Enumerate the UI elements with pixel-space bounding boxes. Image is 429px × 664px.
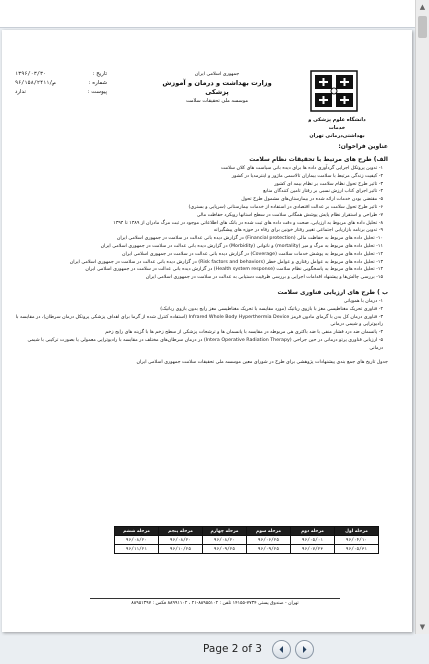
schedule-note: جدول تاریخ های جمع بندی پیشنهادات پژوهشی برای طرح در شورای معین موسسه ملی تحقیقات سلامت جمهوری اسلامی ایران: [136, 359, 388, 365]
subject-heading: عناوین فراخوان:: [338, 143, 388, 150]
list-item: ۲- فناوری تحریک مغناطیسی مغز با بازوی رباتیک (مورد مقایسه با تحریک مغناطیسی مغز رایج بدون بازوی رباتیک): [160, 306, 383, 312]
attachment-row: [15, 88, 107, 97]
table-cell: ۹۶/۰۷/۲۳: [291, 545, 335, 554]
page-navigation-bar: [0, 634, 429, 664]
institute-name: موسسه ملی تحقیقات سلامت: [185, 98, 249, 104]
date-label: تاریخ :: [92, 71, 107, 77]
table-header-cell: مرحله سوم: [247, 527, 291, 536]
republic-label: جمهوری اسلامی ایران: [194, 72, 240, 77]
ministry-name: وزارت بهداشت و درمان و آموزش پزشکی: [162, 79, 272, 96]
table-header-row: [115, 527, 379, 536]
date-value: ۱۳۹۶/۰۳/۳۰: [15, 71, 47, 77]
table-cell: ۹۶/۰۹/۲۵: [203, 545, 247, 554]
scroll-up-arrow-icon[interactable]: ▲: [419, 3, 426, 11]
scroll-down-arrow-icon[interactable]: ▼: [419, 623, 426, 631]
list-item: ۲- کیفیت زندگی مرتبط با سلامت بیماران تالاسمی ماژور و اینترمدیا در کشور: [231, 173, 383, 179]
list-item: ۳- فناوری درمان کل بدن با گرمای مادون قرمز Infrared Whole Body Hyperthermia Device (استفاده کنترل شده از گرما برای اهداف پزشکی پروتکل درمان سرطان)، در مقایسه با رادیوتراپی و شیمی درمانی: [15, 314, 383, 328]
list-item: ۱- درمان با هموپاتی: [343, 298, 383, 304]
list-item: ۱۴- تحلیل داده های مربوط به پاسخگویی نظام سلامت (Health system response) در گزارش دیده بانی عدالت در سلامت در جمهوری اسلامی ایران: [85, 267, 383, 273]
list-item: ۱۲- تحلیل داده های مربوط به پوشش خدمات سلامت (Coverage) در گزارش دیده بانی عدالت در سلامت در جمهوری اسلامی ایران: [122, 251, 383, 257]
university-name-line1: دانشگاه علوم پزشکی و خدمات: [308, 117, 366, 131]
list-item: ۱۰- تحلیل داده های مربوط به حفاظت مالی (Financial protection) در گزارش دیده بانی عدالت در سلامت در جمهوری اسلامی ایران: [116, 236, 383, 242]
table-cell: ۹۶/۱۰/۲۵: [159, 545, 203, 554]
next-page-button[interactable]: [295, 640, 314, 659]
list-item: ۹- تدوین برنامه بازاریابی اجتماعی تغییر رفتار خونین برای رفاه در حوزه های پیشگیرانه: [213, 228, 383, 234]
list-item: ۵- مقتضی بودن خدمات ارائه شده در بیمارستان‌های مشمول طرح تحول: [241, 197, 383, 203]
letter-body: [14, 142, 388, 366]
list-item: ۱۱- تحلیل داده های مربوط به مرگ و میر (mortality) و ناتوانی (Morbidity) در گزارش دیده بانی عدالت در سلامت در جمهوری اسلامی ایران: [100, 243, 383, 249]
footer-divider: [90, 598, 340, 599]
table-header-cell: مرحله پنجم: [159, 527, 203, 536]
table-cell: ۹۶/۰۹/۲۵: [247, 545, 291, 554]
table-cell: ۹۶/۰۵/۳۱: [335, 545, 379, 554]
chevron-left-icon: [277, 645, 286, 654]
section-b-list: [14, 298, 388, 353]
ministry-heading: [152, 70, 282, 106]
table-header-cell: مرحله ششم: [115, 527, 159, 536]
number-row: [15, 79, 107, 88]
university-emblem-icon: [310, 70, 358, 112]
vertical-scrollbar[interactable]: [415, 0, 429, 634]
number-label: شماره :: [88, 80, 107, 86]
list-item: ۳- تاثیر طرح تحول نظام سلامت بر نظام بیمه ای کشور: [274, 181, 383, 187]
list-item: ۵- ارزیابی فناوری پرتو درمانی در حین جراحی (Intera Operative Radiation Therapy) در درمان سرطان‌های مختلف در مقایسه با رادیوتراپی معمولی یا بصورت ترکیبی با شیمی درمانی: [27, 337, 383, 351]
table-row: [115, 545, 379, 554]
schedule-table: [114, 526, 379, 554]
table-header-cell: مرحله اول: [335, 527, 379, 536]
table-cell: ۹۶/۰۸/۲۰: [203, 536, 247, 545]
footer-address: تهران - صندوق پستی ۷۷۳۴-۱۴۱۵۵ تلفن : ۸۸۹۵۵۱۰۲-۲۱ ، ۸۸۹۹۱۱۰۲ فکس : ۸۸۹۵۱۳۹۷: [131, 601, 299, 606]
list-item: ۶- تاثیر طرح تحول سلامت بر عدالت اقتصادی در استفاده از خدمات بیمارستانی (سرپایی و بستری): [188, 204, 383, 210]
date-row: [15, 70, 107, 79]
university-name: [300, 116, 374, 140]
table-cell: ۹۶/۰۸/۲۰: [159, 536, 203, 545]
table-cell: ۹۶/۰۶/۲۵: [247, 536, 291, 545]
section-a-title: الف) طرح های مرتبط با تحقیقات نظام سلامت: [249, 156, 388, 163]
table-cell: ۹۶/۰۴/۱۰: [335, 536, 379, 545]
table-cell: ۹۶/۰۸/۲۰: [115, 536, 159, 545]
attachment-value: ندارد: [15, 89, 26, 95]
list-item: ۸- تحلیل داده های مربوط به ارزیابی، صحت و دقت داده های ثبت شده در بانک های اطلاعاتی موجود در ثبت مرگ مادران از ۱۳۸۹ تا ۱۳۹۴: [113, 220, 383, 226]
table-row: [115, 536, 379, 545]
letter-metadata: [15, 70, 107, 97]
list-item: ۱۵- بررسی چالش‌ها و پیشنهاد اقدامات اجرایی و بررسی ظرفیت دستیابی به عدالت در سلامت در جمهوری اسلامی ایران: [145, 275, 383, 281]
table-header-cell: مرحله چهارم: [203, 527, 247, 536]
university-name-line2: بهداشتی‌درمانی تهران: [309, 133, 365, 139]
table-cell: ۹۶/۱۱/۲۱: [115, 545, 159, 554]
list-item: ۴- پانسمان ضد درد فشار منفی با ضد باکتری هی مربوطه در مقایسه با پانسمان ها و ترشحات پزشکی از سطح زخم ها با گزینه های رایج زخم: [105, 330, 383, 336]
list-item: ۷- طراحی و استقرار نظام پایش پوشش همگانی سلامت در سطح استانها رویکرد حفاظت مالی: [196, 212, 383, 218]
table-cell: ۹۶/۰۵/۰۱: [291, 536, 335, 545]
table-header-cell: مرحله دوم: [291, 527, 335, 536]
list-item: ۱- تدوین پروتکل اجرایی گردآوری داده ها برای دیده بانی سیاست های کلان سلامت: [220, 166, 383, 171]
page-indicator: Page 2 of 3: [203, 643, 262, 655]
chevron-right-icon: [300, 645, 309, 654]
number-value: ۹۶/ص/۱۵۸/۲۴۱۱: [15, 80, 56, 86]
document-page: [2, 30, 412, 632]
list-item: ۴- تاثیر اجرای کتاب ارزش نسبی بر رفتار تامین کنندگان منابع: [263, 189, 383, 195]
list-item: ۱۳- تحلیل داده های مربوط به عوامل رفتاری و عوامل خطر (Risk factors and behaviors) در گزارش دیده بانی عدالت در سلامت در جمهوری اسلامی ایران: [69, 259, 383, 265]
section-a-list: [14, 165, 388, 282]
attachment-label: پیوست :: [87, 89, 107, 95]
viewer-toolbar-strip: [0, 0, 429, 28]
section-b-title: ب ) طرح های ارزیابی فناوری سلامت: [277, 288, 388, 296]
scroll-thumb[interactable]: [418, 16, 427, 38]
previous-page-button[interactable]: [272, 640, 291, 659]
